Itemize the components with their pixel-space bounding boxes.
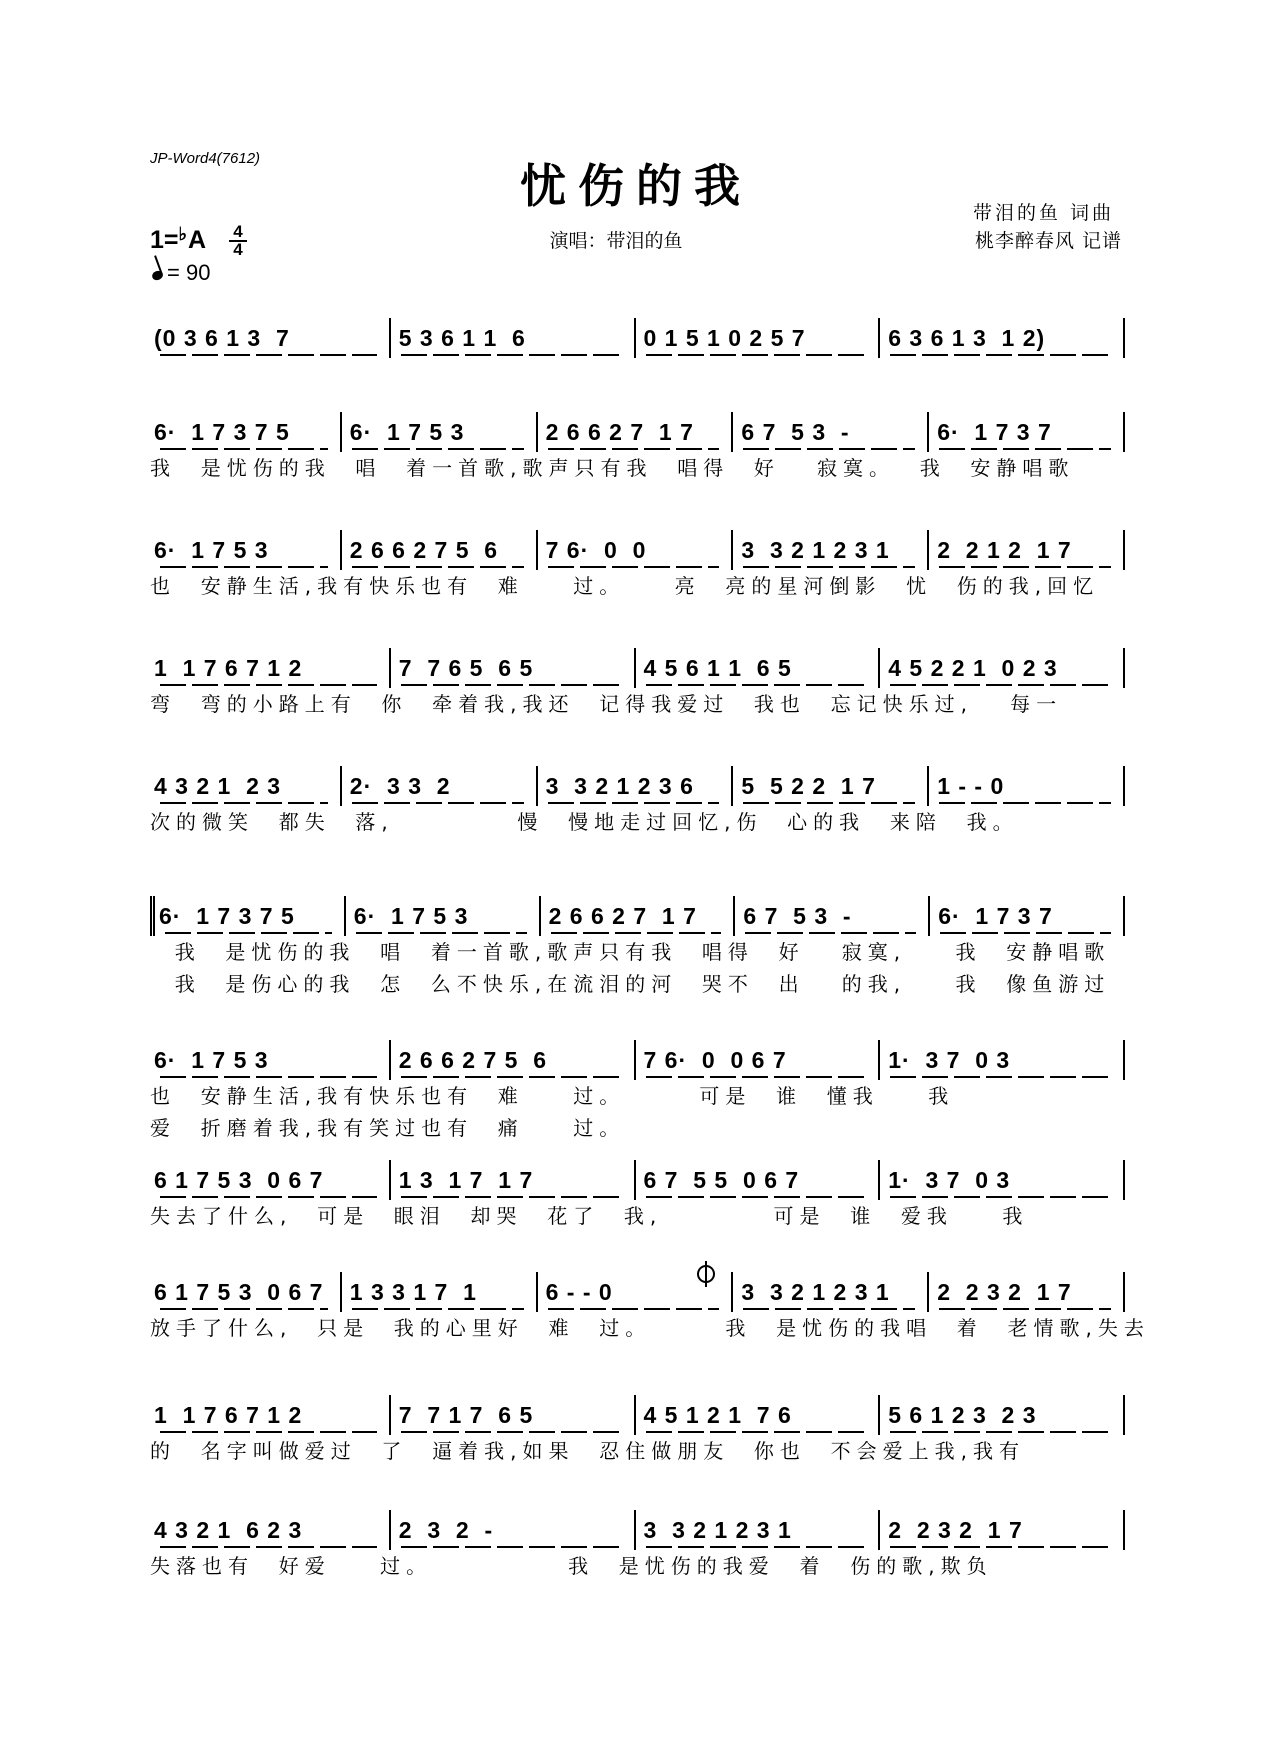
notation-line	[150, 896, 1125, 936]
lyric-line: 失去了什么, 可是 眼泪 却哭 花了 我, 可是 谁 爱我 我	[150, 1204, 1029, 1228]
measure: 7 6· 0 0 6 7	[636, 1040, 881, 1080]
measure: (0 3 6 1 3 7	[150, 318, 391, 358]
measure: 4 3 2 1 6 2 3	[150, 1510, 391, 1550]
measure: 6 7 5 3 -	[733, 412, 929, 452]
measure: 6 1 7 5 3 0 6 7	[150, 1160, 391, 1200]
beam-line	[890, 354, 1111, 356]
beam-line	[890, 1431, 1111, 1433]
beam-line	[743, 448, 915, 450]
measure-row	[150, 1160, 1125, 1200]
measure: 5 6 1 2 3 2 3	[880, 1395, 1125, 1435]
measure: 6 - - 0	[538, 1272, 734, 1312]
measure: 2 2 1 2 1 7	[929, 530, 1125, 570]
beam-line	[160, 448, 328, 450]
measure: 2 6 6 2 7 5 6	[342, 530, 538, 570]
measure: 6· 1 7 3 7	[930, 896, 1125, 936]
measure: 6· 1 7 3 7 5	[150, 896, 346, 936]
beam-line	[646, 1431, 867, 1433]
software-label: JP-Word4(7612)	[150, 150, 261, 167]
lyric-line: 也 安静生活,我有快乐也有 难 过。 亮 亮的星河倒影 忧 伤的我,回忆	[150, 574, 1100, 598]
beam-line	[646, 684, 867, 686]
beam-line	[939, 1308, 1111, 1310]
measure: 7 6· 0 0	[538, 530, 734, 570]
beam-line	[352, 566, 524, 568]
measure: 4 5 1 2 1 7 6	[636, 1395, 881, 1435]
notation-line	[150, 1395, 1125, 1435]
beam-line	[939, 802, 1111, 804]
time-signature-top: 4	[233, 222, 243, 241]
flat-icon: ♭	[178, 224, 188, 244]
beam-line	[160, 354, 377, 356]
measure: 2 6 6 2 7 1 7	[538, 412, 734, 452]
notation-line	[150, 648, 1125, 688]
measure: 5 3 6 1 1 6	[391, 318, 636, 358]
measure-row	[150, 648, 1125, 688]
beam-line	[352, 1308, 524, 1310]
transcriber-credit: 桃李醉春风 记谱	[974, 230, 1122, 252]
beam-line	[548, 448, 720, 450]
lyric-line: 爱 折磨着我,我有笑过也有 痛 过。	[150, 1116, 626, 1140]
key-signature	[150, 224, 206, 255]
beam-line	[646, 1196, 867, 1198]
measure: 6· 1 7 5 3	[150, 530, 342, 570]
measure: 2· 3 3 2	[342, 766, 538, 806]
score-system	[150, 1160, 1125, 1232]
score-system	[150, 318, 1125, 358]
notation-line	[150, 1160, 1125, 1200]
measure-row	[150, 1510, 1125, 1550]
beam-line	[160, 1308, 328, 1310]
measure: 4 5 6 1 1 6 5	[636, 648, 881, 688]
measure: 2 3 2 -	[391, 1510, 636, 1550]
measure: 1 1 7 6 7 1 2	[150, 648, 391, 688]
measure: 2 6 6 2 7 1 7	[541, 896, 736, 936]
beam-line	[745, 932, 916, 934]
beam-line	[160, 1546, 377, 1548]
score-system	[150, 766, 1125, 838]
beam-line	[165, 932, 332, 934]
lyric-line: 也 安静生活,我有快乐也有 难 过。 可是 谁 懂我 我	[150, 1084, 955, 1108]
beam-line	[939, 566, 1111, 568]
measure-row	[150, 412, 1125, 452]
beam-line	[401, 1076, 622, 1078]
beam-line	[160, 1076, 377, 1078]
beam-line	[890, 1076, 1111, 1078]
measure: 6 7 5 3 -	[735, 896, 930, 936]
key-prefix: 1=	[150, 226, 179, 254]
measure: 0 1 5 1 0 2 5 7	[636, 318, 881, 358]
beam-line	[548, 566, 720, 568]
score-system	[150, 648, 1125, 720]
beam-line	[401, 684, 622, 686]
beam-line	[548, 802, 720, 804]
lyric-line: 失落也有 好爱 过。 我 是忧伤的我爱 着 伤的歌,欺负	[150, 1554, 993, 1578]
beam-line	[646, 354, 867, 356]
measure: 6· 1 7 5 3	[342, 412, 538, 452]
measure: 6· 1 7 3 7 5	[150, 412, 342, 452]
measure: 6 7 5 5 0 6 7	[636, 1160, 881, 1200]
lyric-line: 的 名字叫做爱过 了 逼着我,如果 忍住做朋友 你也 不会爱上我,我有	[150, 1439, 1026, 1463]
beam-line	[940, 932, 1111, 934]
score-system	[150, 412, 1125, 484]
lyric-line: 我 是忧伤的我 唱 着一首歌,歌声只有我 唱得 好 寂寞。 我 安静唱歌	[150, 456, 1075, 480]
measure: 3 3 2 1 2 3 6	[538, 766, 734, 806]
beam-line	[551, 932, 722, 934]
score-system	[150, 1040, 1125, 1144]
measure: 4 3 2 1 2 3	[150, 766, 342, 806]
measure: 3 3 2 1 2 3 1	[733, 1272, 929, 1312]
measure: 2 6 6 2 7 5 6	[391, 1040, 636, 1080]
measure: 1 - - 0	[929, 766, 1125, 806]
measure-row	[150, 896, 1125, 936]
notation-line	[150, 412, 1125, 452]
time-signature	[227, 224, 249, 258]
notation-line	[150, 1040, 1125, 1080]
measure: 1 3 1 7 1 7	[391, 1160, 636, 1200]
lyric-line: 我 是伤心的我 怎 么不快乐,在流泪的河 哭不 出 的我, 我 像鱼游过	[150, 972, 1111, 996]
measure: 4 5 2 2 1 0 2 3	[880, 648, 1125, 688]
tempo-value: = 90	[167, 260, 211, 285]
quarter-note-icon	[151, 269, 164, 281]
beam-line	[356, 932, 527, 934]
beam-line	[890, 1196, 1111, 1198]
song-title: 忧伤的我	[520, 159, 752, 213]
beam-line	[160, 684, 377, 686]
measure-row	[150, 318, 1125, 358]
beam-line	[401, 354, 622, 356]
key-letter: A	[188, 226, 207, 254]
beam-line	[160, 566, 328, 568]
notation-line	[150, 766, 1125, 806]
tempo-marking	[152, 260, 210, 286]
beam-line	[743, 1308, 915, 1310]
coda-icon	[697, 1265, 715, 1283]
measure: 6 1 7 5 3 0 6 7	[150, 1272, 342, 1312]
beam-line	[160, 1431, 377, 1433]
measure-row	[150, 1272, 1125, 1312]
beam-line	[548, 1308, 720, 1310]
time-signature-bottom: 4	[233, 240, 243, 259]
measure: 2 2 3 2 1 7	[929, 1272, 1125, 1312]
composer-credit: 带泪的鱼 词曲	[972, 202, 1114, 224]
beam-line	[160, 1196, 377, 1198]
measure: 7 7 1 7 6 5	[391, 1395, 636, 1435]
lyric-line: 弯 弯的小路上有 你 牵着我,我还 记得我爱过 我也 忘记快乐过, 每一	[150, 692, 1063, 716]
performer-text: 演唱：带泪的鱼	[549, 230, 683, 252]
beam-line	[401, 1196, 622, 1198]
beam-line	[401, 1546, 622, 1548]
measure: 1· 3 7 0 3	[880, 1160, 1125, 1200]
score-system	[150, 1395, 1125, 1467]
measure: 6 3 6 1 3 1 2)	[880, 318, 1125, 358]
beam-line	[352, 802, 524, 804]
score-system	[150, 896, 1125, 1000]
measure: 1 1 7 6 7 1 2	[150, 1395, 391, 1435]
notation-line	[150, 1510, 1125, 1550]
measure: 6· 1 7 3 7	[929, 412, 1125, 452]
notation-line	[150, 1272, 1125, 1312]
beam-line	[160, 802, 328, 804]
measure: 7 7 6 5 6 5	[391, 648, 636, 688]
beam-line	[646, 1076, 867, 1078]
beam-line	[743, 802, 915, 804]
beam-line	[646, 1546, 867, 1548]
beam-line	[743, 566, 915, 568]
score-system	[150, 530, 1125, 602]
beam-line	[352, 448, 524, 450]
measure-row	[150, 766, 1125, 806]
beam-line	[939, 448, 1111, 450]
measure: 3 3 2 1 2 3 1	[733, 530, 929, 570]
score-system	[150, 1272, 1150, 1344]
measure: 6· 1 7 5 3	[150, 1040, 391, 1080]
measure-row	[150, 1395, 1125, 1435]
beam-line	[401, 1431, 622, 1433]
measure-row	[150, 1040, 1125, 1080]
measure: 1 3 3 1 7 1	[342, 1272, 538, 1312]
lyric-line: 次的微笑 都失 落, 慢 慢地走过回忆,伤 心的我 来陪 我。	[150, 810, 1019, 834]
lyric-line: 我 是忧伤的我 唱 着一首歌,歌声只有我 唱得 好 寂寞, 我 安静唱歌	[150, 940, 1111, 964]
measure: 1· 3 7 0 3	[880, 1040, 1125, 1080]
measure: 3 3 2 1 2 3 1	[636, 1510, 881, 1550]
lyric-line: 放手了什么, 只是 我的心里好 难 过。 我 是忧伤的我唱 着 老情歌,失去	[150, 1316, 1150, 1340]
score-system	[150, 1510, 1125, 1582]
measure-row	[150, 530, 1125, 570]
measure: 5 5 2 2 1 7	[733, 766, 929, 806]
measure: 6· 1 7 5 3	[346, 896, 541, 936]
beam-line	[890, 1546, 1111, 1548]
beam-line	[890, 684, 1111, 686]
notation-line	[150, 530, 1125, 570]
measure: 2 2 3 2 1 7	[880, 1510, 1125, 1550]
notation-line	[150, 318, 1125, 358]
